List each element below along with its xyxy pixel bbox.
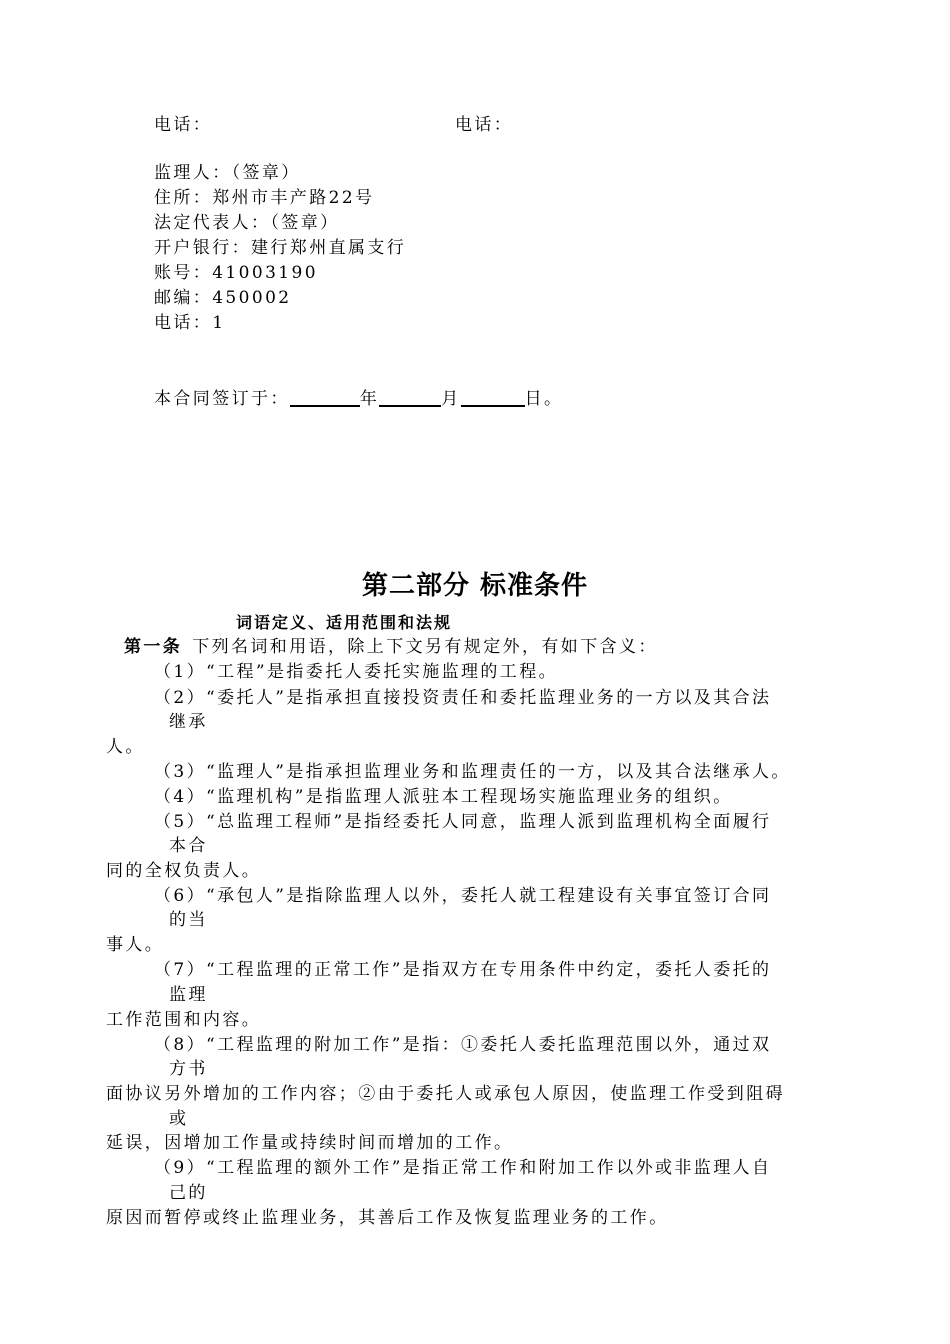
supervisor-signer: 监理人：（签章） [154,163,301,183]
phone-right: 电话： [455,115,514,135]
item-5-cont: 同的全权负责人。 [106,861,262,881]
month-blank [379,387,441,407]
item-8-wrap-2: 或 [169,1109,189,1129]
item-4: （4）“监理机构”是指监理人派驻本工程现场实施监理业务的组织。 [154,787,733,807]
article-intro: 下列名词和用语，除上下文另有规定外，有如下含义： [192,637,658,657]
supervisor-address: 住所：郑州市丰产路22号 [154,188,375,208]
item-6: （6）“承包人”是指除监理人以外，委托人就工程建设有关事宜签订合同 [154,886,772,906]
item-7-wrap: 监理 [169,985,208,1005]
item-6-cont: 事人。 [106,935,165,955]
phone-left: 电话： [154,115,213,135]
supervisor-bank: 开户银行：建行郑州直属支行 [154,238,407,258]
article-label: 第一条 [124,637,183,657]
item-6-wrap: 的当 [169,910,208,930]
item-8-cont: 面协议另外增加的工作内容；②由于委托人或承包人原因，使监理工作受到阻碍 [106,1084,785,1104]
item-7-cont: 工作范围和内容。 [106,1010,262,1030]
part-title: 第二部分 标准条件 [361,571,589,601]
signing-prefix: 本合同签订于： [154,389,290,409]
item-9-wrap: 己的 [169,1183,208,1203]
item-5: （5）“总监理工程师”是指经委托人同意，监理人派到监理机构全面履行 [154,812,772,832]
year-label: 年 [359,389,380,409]
day-blank [461,387,525,407]
item-2-cont: 人。 [106,737,145,757]
item-7: （7）“工程监理的正常工作”是指双方在专用条件中约定，委托人委托的 [154,960,772,980]
item-8: （8）“工程监理的附加工作”是指：①委托人委托监理范围以外，通过双 [154,1035,772,1055]
item-8-wrap: 方书 [169,1059,208,1079]
supervisor-account: 账号：41003190 [154,263,318,283]
supervisor-phone: 电话：1 [154,313,226,333]
supervisor-legal-rep: 法定代表人：（签章） [154,213,340,233]
item-9: （9）“工程监理的额外工作”是指正常工作和附加工作以外或非监理人自 [154,1158,772,1178]
year-blank [290,387,360,407]
item-8-cont-2: 延误，因增加工作量或持续时间而增加的工作。 [106,1133,514,1153]
item-2-wrap: 继承 [169,712,208,732]
article-1 [124,636,658,658]
item-1: （1）“工程”是指委托人委托实施监理的工程。 [154,662,558,682]
signing-date-line [154,387,563,410]
month-label: 月 [441,389,461,409]
item-3: （3）“监理人”是指承担监理业务和监理责任的一方，以及其合法继承人。 [154,762,791,782]
section-title: 词语定义、适用范围和法规 [236,613,453,632]
item-9-cont: 原因而暂停或终止监理业务，其善后工作及恢复监理业务的工作。 [106,1208,669,1228]
item-5-wrap: 本合 [169,836,208,856]
supervisor-postcode: 邮编：450002 [154,288,292,308]
day-label: 日。 [524,389,564,409]
item-2: （2）“委托人”是指承担直接投资责任和委托监理业务的一方以及其合法 [154,688,772,708]
